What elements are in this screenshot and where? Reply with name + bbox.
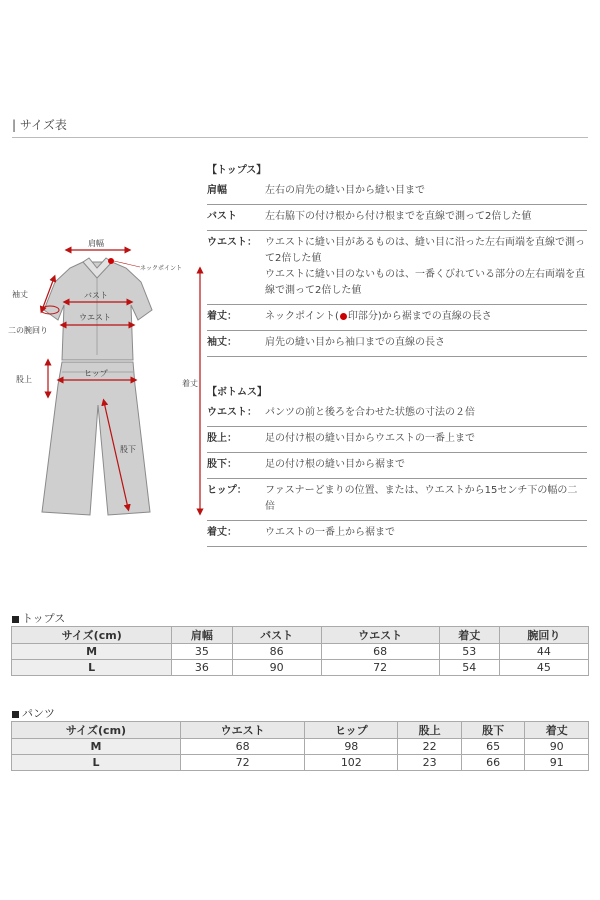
table-cell: 91 — [525, 755, 589, 771]
table-cell: 23 — [398, 755, 462, 771]
definition-term: 着丈： — [207, 311, 237, 322]
length-label: 着丈 — [182, 379, 198, 388]
pants-table-title: パンツ — [12, 705, 55, 721]
definition-row — [207, 231, 587, 305]
table-cell: 72 — [321, 660, 439, 676]
definitions-panel — [207, 163, 587, 547]
title-divider — [12, 137, 588, 138]
table-cell: 36 — [172, 660, 232, 676]
definition-row — [207, 453, 587, 479]
table-header-cell: 腕回り — [499, 627, 588, 644]
table-cell: 53 — [439, 644, 499, 660]
table-header-row — [12, 722, 589, 739]
tops-definitions-title: 【トップス】 — [207, 165, 267, 176]
pants-size-table — [11, 721, 589, 771]
table-cell: M — [12, 644, 172, 660]
definition-term: ヒップ： — [207, 485, 247, 496]
square-bullet-icon — [12, 711, 19, 718]
definition-term: 肩幅 — [207, 185, 227, 196]
neck-point-label: ネックポイント — [140, 265, 183, 272]
square-bullet-icon — [12, 616, 19, 623]
definition-row — [207, 305, 587, 331]
definition-term: 股下： — [207, 459, 237, 470]
waist-label: ウエスト — [79, 313, 111, 322]
table-cell: 35 — [172, 644, 232, 660]
table-cell: 65 — [461, 739, 525, 755]
table-cell: 90 — [525, 739, 589, 755]
bottoms-definitions-title: 【ボトムス】 — [207, 387, 267, 398]
definition-row — [207, 331, 587, 357]
table-cell: 68 — [321, 644, 439, 660]
definition-row — [207, 521, 587, 547]
red-dot-icon — [340, 313, 347, 320]
definition-desc: ファスナーどまりの位置、または、ウエストから15センチ下の幅の二倍 — [265, 485, 578, 512]
table-header-cell: サイズ(cm) — [12, 722, 181, 739]
definition-term: 着丈： — [207, 527, 237, 538]
inseam-label: 股下 — [120, 445, 136, 454]
table-header-cell: 股下 — [461, 722, 525, 739]
tops-size-table — [11, 626, 589, 676]
table-cell: 72 — [181, 755, 305, 771]
bust-label: バスト — [84, 291, 108, 300]
pants-shape — [42, 362, 150, 515]
table-cell: 44 — [499, 644, 588, 660]
definition-desc: ウエストの一番上から裾まで — [265, 527, 395, 538]
table-header-cell: バスト — [232, 627, 321, 644]
table-header-cell: 着丈 — [439, 627, 499, 644]
table-cell: 86 — [232, 644, 321, 660]
definition-desc: パンツの前と後ろを合わせた状態の寸法の２倍 — [265, 407, 475, 418]
definition-term: ウエスト： — [207, 407, 257, 418]
table-cell: 66 — [461, 755, 525, 771]
definition-desc: 左右脇下の付け根から付け根までを直線で測って2倍した値 — [265, 211, 532, 222]
definition-row — [207, 179, 587, 205]
definition-desc: ウエストに縫い目があるものは、縫い目に沿った左右両端を直線で測って2倍した値 ウエストに縫い目のないものは、一番くびれている部分の左右両端を直線で測って2倍した値 — [265, 237, 585, 296]
definition-term: バスト — [207, 211, 237, 222]
definition-desc — [265, 309, 587, 325]
table-cell: 90 — [232, 660, 321, 676]
definition-term: 袖丈： — [207, 337, 237, 348]
table-header-cell: ウエスト — [181, 722, 305, 739]
table-header-cell: 肩幅 — [172, 627, 232, 644]
table-row — [12, 739, 589, 755]
sleeve-label: 袖丈 — [12, 290, 28, 299]
definition-row — [207, 479, 587, 521]
definition-row — [207, 205, 587, 231]
table-header-cell: 着丈 — [525, 722, 589, 739]
rise-label: 股上 — [16, 375, 32, 384]
neck-point-dot — [108, 258, 114, 264]
table-cell: M — [12, 739, 181, 755]
table-cell: L — [12, 660, 172, 676]
definition-desc-post: 印部分)から裾までの直線の長さ — [347, 311, 492, 322]
definition-desc: 肩先の縫い目から袖口までの直線の長さ — [265, 337, 445, 348]
garment-figure — [0, 150, 210, 530]
definition-row — [207, 401, 587, 427]
definition-desc: 足の付け根の縫い目から裾まで — [265, 459, 405, 470]
definition-term: ウエスト： — [207, 237, 257, 248]
table-cell: 98 — [305, 739, 398, 755]
table-header-row — [12, 627, 589, 644]
table-cell: 54 — [439, 660, 499, 676]
hip-label: ヒップ — [84, 369, 108, 378]
table-cell: 68 — [181, 739, 305, 755]
table-header-cell: ウエスト — [321, 627, 439, 644]
definition-desc-pre: ネックポイント( — [265, 311, 339, 322]
table-cell: L — [12, 755, 181, 771]
arm-label: 二の腕回り — [8, 326, 48, 335]
table-header-cell: サイズ(cm) — [12, 627, 172, 644]
page-title: | サイズ表 — [12, 118, 67, 132]
tops-table-title: トップス — [12, 610, 65, 626]
definition-desc: 左右の肩先の縫い目から縫い目まで — [265, 185, 425, 196]
table-row — [12, 660, 589, 676]
table-header-cell: ヒップ — [305, 722, 398, 739]
table-row — [12, 644, 589, 660]
definition-term: 股上： — [207, 433, 237, 444]
table-row — [12, 755, 589, 771]
table-header-cell: 股上 — [398, 722, 462, 739]
table-cell: 45 — [499, 660, 588, 676]
table-cell: 102 — [305, 755, 398, 771]
table-cell: 22 — [398, 739, 462, 755]
shoulder-label: 肩幅 — [88, 239, 104, 248]
definition-row — [207, 427, 587, 453]
definition-desc: 足の付け根の縫い目からウエストの一番上まで — [265, 433, 475, 444]
